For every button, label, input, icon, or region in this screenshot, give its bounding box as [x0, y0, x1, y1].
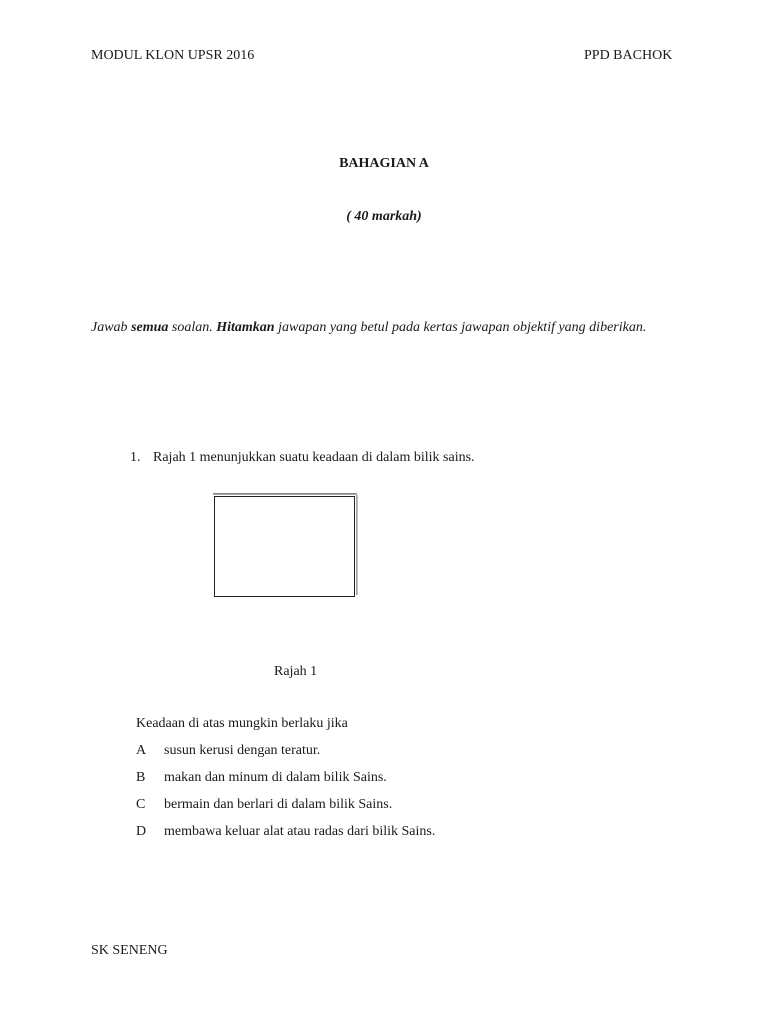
question-number: 1. [130, 450, 141, 465]
option-letter: C [136, 797, 146, 812]
header-district: PPD BACHOK [584, 48, 673, 63]
question-lead: Keadaan di atas mungkin berlaku jika [136, 716, 348, 731]
section-marks: ( 40 markah) [346, 209, 422, 224]
instructions [91, 314, 651, 341]
instructions-bold-shade: Hitamkan [216, 320, 275, 335]
instructions-bold-all: semua [131, 320, 169, 335]
option-text: membawa keluar alat atau radas dari bilik Sains. [164, 824, 436, 839]
figure-caption: Rajah 1 [274, 664, 318, 679]
section-title: BAHAGIAN A [339, 156, 429, 171]
instructions-text-2: soalan. [168, 320, 217, 335]
option-letter: A [136, 743, 147, 758]
question-stem: Rajah 1 menunjukkan suatu keadaan di dalam bilik sains. [153, 450, 475, 465]
option-text: makan dan minum di dalam bilik Sains. [164, 770, 387, 785]
option-text: susun kerusi dengan teratur. [164, 743, 321, 758]
instructions-text-3: jawapan yang betul pada kertas jawapan objektif yang diberikan. [274, 320, 647, 335]
header-module-title: MODUL KLON UPSR 2016 [91, 48, 255, 63]
instructions-text-1: Jawab [91, 320, 132, 335]
option-letter: D [136, 824, 147, 839]
option-text: bermain dan berlari di dalam bilik Sains. [164, 797, 393, 812]
option-letter: B [136, 770, 146, 785]
figure-placeholder [214, 496, 355, 597]
footer-school: SK SENENG [91, 943, 168, 958]
